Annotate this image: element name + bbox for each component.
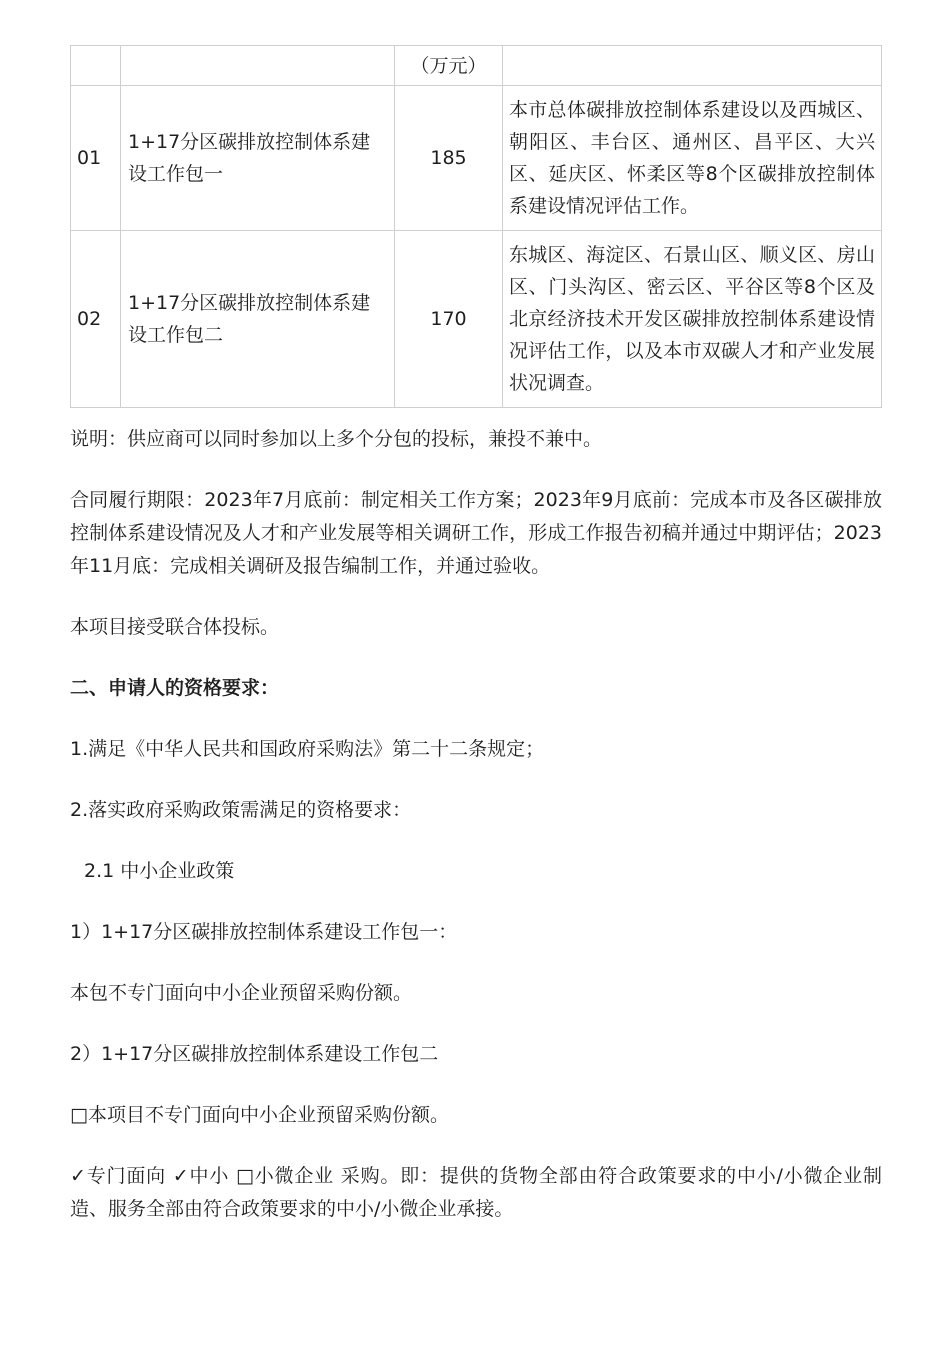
package2-option-1: □本项目不专门面向中小企业预留采购份额。 (70, 1104, 449, 1126)
table-note: 说明：供应商可以同时参加以上多个分包的投标，兼投不兼中。 (70, 428, 603, 450)
row-number: 01 (71, 86, 121, 231)
package-name: 1+17分区碳排放控制体系建设工作包二 (121, 231, 395, 408)
table-row (71, 231, 882, 408)
table-header-row (71, 46, 882, 86)
package-name: 1+17分区碳排放控制体系建设工作包一 (121, 86, 395, 231)
package-budget: 170 (395, 231, 503, 408)
document-page (70, 0, 882, 1226)
contract-period: 合同履行期限：2023年7月底前：制定相关工作方案；2023年9月底前：完成本市及各区碳排放控制体系建设情况及人才和产业发展等相关调研工作，形成工作报告初稿并通过中期评估；2023年11月底：完成相关调研及报告编制工作，并通过验收。 (70, 489, 882, 577)
package-budget: 185 (395, 86, 503, 231)
package-content: 本市总体碳排放控制体系建设以及西城区、朝阳区、丰台区、通州区、昌平区、大兴区、延庆区、怀柔区等8个区碳排放控制体系建设情况评估工作。 (503, 86, 882, 231)
requirement-2-1: 2.1 中小企业政策 (84, 860, 235, 882)
budget-unit-header: （万元） (395, 46, 503, 86)
requirement-2: 2.落实政府采购政策需满足的资格要求： (70, 799, 412, 821)
package1-title: 1）1+17分区碳排放控制体系建设工作包一： (70, 921, 458, 943)
table-row (71, 86, 882, 231)
row-number: 02 (71, 231, 121, 408)
package1-text: 本包不专门面向中小企业预留采购份额。 (70, 982, 413, 1004)
package-table (70, 45, 882, 408)
package2-title: 2）1+17分区碳排放控制体系建设工作包二 (70, 1043, 439, 1065)
consortium-note: 本项目接受联合体投标。 (70, 616, 280, 638)
package2-option-2: ✓专门面向 ✓中小 □小微企业 采购。即：提供的货物全部由符合政策要求的中小/小微企业制造、服务全部由符合政策要求的中小/小微企业承接。 (70, 1165, 882, 1220)
package-content: 东城区、海淀区、石景山区、顺义区、房山区、门头沟区、密云区、平谷区等8个区及北京经济技术开发区碳排放控制体系建设情况评估工作，以及本市双碳人才和产业发展状况调查。 (503, 231, 882, 408)
section-title: 二、申请人的资格要求： (70, 677, 280, 699)
requirement-1: 1.满足《中华人民共和国政府采购法》第二十二条规定； (70, 738, 545, 760)
